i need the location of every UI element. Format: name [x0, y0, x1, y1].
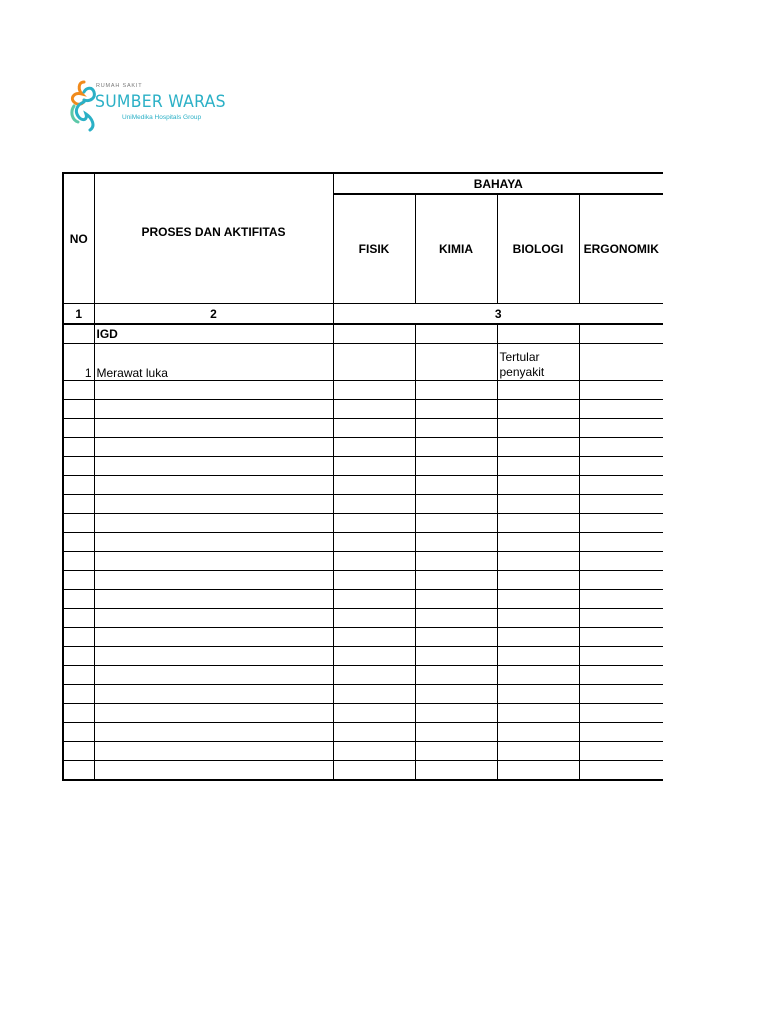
empty-cell — [415, 476, 497, 495]
empty-cell — [94, 704, 333, 723]
empty-row — [63, 495, 663, 514]
header-ergonomik: ERGONOMIK — [579, 194, 663, 304]
empty-cell — [63, 609, 94, 628]
empty-cell — [415, 723, 497, 742]
empty-cell — [94, 628, 333, 647]
empty-row — [63, 609, 663, 628]
cell — [497, 324, 579, 344]
empty-cell — [333, 628, 415, 647]
empty-cell — [94, 552, 333, 571]
empty-cell — [497, 457, 579, 476]
empty-cell — [579, 666, 663, 685]
empty-row — [63, 400, 663, 419]
empty-row — [63, 761, 663, 781]
empty-cell — [333, 704, 415, 723]
empty-cell — [63, 723, 94, 742]
empty-cell — [415, 419, 497, 438]
empty-cell — [94, 685, 333, 704]
empty-cell — [415, 495, 497, 514]
empty-cell — [415, 457, 497, 476]
empty-row — [63, 533, 663, 552]
empty-cell — [415, 552, 497, 571]
empty-cell — [63, 438, 94, 457]
colnum-bahaya: 3 — [333, 304, 663, 325]
empty-row — [63, 590, 663, 609]
empty-cell — [497, 609, 579, 628]
risk-table-sheet — [62, 172, 662, 781]
empty-cell — [579, 761, 663, 781]
empty-cell — [333, 381, 415, 400]
empty-cell — [94, 495, 333, 514]
empty-cell — [333, 666, 415, 685]
empty-cell — [94, 609, 333, 628]
empty-cell — [63, 400, 94, 419]
colnum-no: 1 — [63, 304, 94, 325]
empty-cell — [497, 723, 579, 742]
empty-cell — [63, 761, 94, 781]
empty-cell — [333, 571, 415, 590]
empty-row — [63, 628, 663, 647]
header-bahaya: BAHAYA — [333, 173, 663, 194]
empty-row — [63, 457, 663, 476]
empty-cell — [63, 514, 94, 533]
row-fisik — [333, 344, 415, 381]
empty-cell — [497, 647, 579, 666]
empty-cell — [94, 723, 333, 742]
empty-cell — [497, 476, 579, 495]
empty-cell — [579, 457, 663, 476]
empty-cell — [333, 609, 415, 628]
empty-cell — [63, 457, 94, 476]
logo-small-text: RUMAH SAKIT — [96, 83, 143, 89]
empty-cell — [415, 571, 497, 590]
empty-cell — [333, 742, 415, 761]
empty-cell — [579, 647, 663, 666]
empty-cell — [579, 723, 663, 742]
empty-cell — [94, 476, 333, 495]
empty-cell — [94, 457, 333, 476]
empty-cell — [415, 761, 497, 781]
empty-cell — [94, 571, 333, 590]
empty-cell — [497, 495, 579, 514]
empty-cell — [63, 381, 94, 400]
empty-cell — [63, 476, 94, 495]
empty-cell — [497, 590, 579, 609]
empty-cell — [579, 742, 663, 761]
header-fisik: FISIK — [333, 194, 415, 304]
table-row — [63, 344, 663, 381]
empty-cell — [497, 419, 579, 438]
cell — [415, 324, 497, 344]
empty-cell — [415, 590, 497, 609]
empty-cell — [63, 685, 94, 704]
empty-row — [63, 552, 663, 571]
empty-cell — [333, 552, 415, 571]
header-biologi: BIOLOGI — [497, 194, 579, 304]
empty-cell — [497, 381, 579, 400]
empty-cell — [579, 495, 663, 514]
empty-cell — [497, 533, 579, 552]
empty-cell — [333, 419, 415, 438]
empty-cell — [333, 400, 415, 419]
empty-row — [63, 742, 663, 761]
empty-cell — [497, 514, 579, 533]
empty-row — [63, 438, 663, 457]
empty-cell — [63, 666, 94, 685]
empty-cell — [94, 666, 333, 685]
empty-row — [63, 704, 663, 723]
row-no: 1 — [63, 344, 94, 381]
empty-cell — [579, 571, 663, 590]
empty-cell — [497, 666, 579, 685]
empty-cell — [94, 761, 333, 781]
empty-cell — [415, 609, 497, 628]
empty-cell — [497, 742, 579, 761]
empty-cell — [415, 533, 497, 552]
empty-cell — [415, 666, 497, 685]
empty-cell — [333, 761, 415, 781]
row-biologi: Tertular penyakit — [497, 344, 579, 381]
cross-logo-icon — [70, 80, 98, 132]
empty-cell — [94, 533, 333, 552]
empty-row — [63, 723, 663, 742]
empty-cell — [94, 742, 333, 761]
empty-cell — [94, 381, 333, 400]
empty-cell — [415, 685, 497, 704]
empty-cell — [415, 400, 497, 419]
empty-cell — [579, 628, 663, 647]
empty-cell — [333, 495, 415, 514]
empty-cell — [497, 704, 579, 723]
empty-cell — [333, 533, 415, 552]
empty-cell — [63, 533, 94, 552]
empty-cell — [579, 381, 663, 400]
empty-cell — [415, 438, 497, 457]
empty-cell — [94, 438, 333, 457]
empty-cell — [579, 419, 663, 438]
cell — [579, 324, 663, 344]
empty-cell — [63, 647, 94, 666]
hospital-logo — [70, 72, 226, 138]
empty-cell — [497, 400, 579, 419]
empty-cell — [63, 590, 94, 609]
empty-cell — [579, 438, 663, 457]
row-ergonomik — [579, 344, 663, 381]
empty-cell — [415, 514, 497, 533]
empty-cell — [579, 590, 663, 609]
empty-row — [63, 476, 663, 495]
hazard-table — [62, 172, 663, 781]
empty-cell — [333, 476, 415, 495]
empty-cell — [497, 552, 579, 571]
empty-cell — [497, 685, 579, 704]
empty-cell — [63, 419, 94, 438]
empty-cell — [333, 457, 415, 476]
empty-row — [63, 514, 663, 533]
empty-cell — [94, 400, 333, 419]
empty-cell — [497, 761, 579, 781]
empty-cell — [415, 647, 497, 666]
logo-name: SUMBER WARAS — [95, 92, 226, 112]
empty-cell — [333, 647, 415, 666]
empty-cell — [579, 704, 663, 723]
empty-cell — [94, 514, 333, 533]
empty-cell — [579, 685, 663, 704]
empty-cell — [63, 742, 94, 761]
empty-cell — [63, 571, 94, 590]
empty-cell — [94, 647, 333, 666]
empty-cell — [579, 400, 663, 419]
empty-cell — [63, 552, 94, 571]
empty-cell — [415, 628, 497, 647]
empty-cell — [333, 514, 415, 533]
empty-cell — [94, 590, 333, 609]
empty-cell — [497, 438, 579, 457]
empty-cell — [333, 685, 415, 704]
empty-cell — [415, 742, 497, 761]
empty-cell — [94, 419, 333, 438]
empty-cell — [333, 590, 415, 609]
empty-cell — [579, 552, 663, 571]
empty-cell — [63, 495, 94, 514]
empty-cell — [63, 628, 94, 647]
empty-cell — [497, 628, 579, 647]
row-kimia — [415, 344, 497, 381]
empty-cell — [333, 723, 415, 742]
empty-cell — [579, 609, 663, 628]
header-no: NO — [63, 173, 94, 304]
empty-row — [63, 419, 663, 438]
empty-row — [63, 666, 663, 685]
empty-row — [63, 381, 663, 400]
colnum-proses: 2 — [94, 304, 333, 325]
empty-cell — [579, 533, 663, 552]
empty-cell — [415, 381, 497, 400]
empty-row — [63, 647, 663, 666]
row-proses: Merawat luka — [94, 344, 333, 381]
cell — [333, 324, 415, 344]
empty-row — [63, 685, 663, 704]
empty-cell — [333, 438, 415, 457]
section-no-cell — [63, 324, 94, 344]
empty-cell — [63, 704, 94, 723]
section-label: IGD — [94, 324, 333, 344]
empty-cell — [579, 476, 663, 495]
header-kimia: KIMIA — [415, 194, 497, 304]
logo-group: UniMedika Hospitals Group — [122, 114, 202, 121]
header-proses: PROSES DAN AKTIFITAS — [94, 173, 333, 304]
empty-cell — [497, 571, 579, 590]
empty-row — [63, 571, 663, 590]
empty-cell — [415, 704, 497, 723]
empty-cell — [579, 514, 663, 533]
